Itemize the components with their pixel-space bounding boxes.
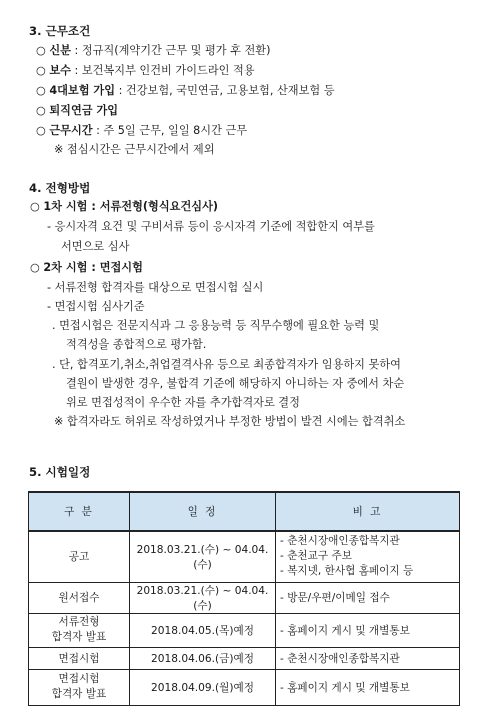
cell-date: 2018.03.21.(수) ~ 04.04.(수) bbox=[130, 582, 276, 613]
condition-item-status: ○ 신분 : 정규직(계약기간 근무 및 평가 후 전환) bbox=[36, 44, 271, 57]
note-line: - 복지넷, 한사협 홈페이지 등 bbox=[280, 565, 414, 578]
condition-label: 근무시간 bbox=[49, 124, 93, 137]
header-note: 비 고 bbox=[276, 492, 460, 531]
cell-date: 2018.04.09.(월)예정 bbox=[130, 669, 276, 705]
table-header-row bbox=[29, 492, 460, 531]
cell-gubun: 원서접수 bbox=[29, 582, 130, 613]
stage1-label: 1차 시험 : 서류전형(형식요건심사) bbox=[43, 200, 218, 213]
condition-text: : 정규직(계약기간 근무 및 평가 후 전환) bbox=[70, 44, 271, 57]
condition-text: : 보건복지부 인건비 가이드라인 적용 bbox=[70, 64, 255, 77]
cell-date: 2018.03.21.(수) ~ 04.04.(수) bbox=[130, 531, 276, 582]
section-5-title: 5. 시험일정 bbox=[29, 465, 91, 479]
cell-gubun bbox=[29, 613, 130, 647]
stage2-line: . 단, 합격포기,취소,취업결격사유 등으로 최종합격자가 임용하지 못하여 bbox=[52, 358, 401, 371]
table-row bbox=[29, 582, 460, 613]
section-4-title: 4. 전형방법 bbox=[29, 181, 91, 195]
stage2-line: . 면접시험은 전문지식과 그 응용능력 등 직무수행에 필요한 능력 및 bbox=[52, 319, 380, 332]
condition-item-pension: ○ 퇴직연금 가입 bbox=[36, 104, 119, 117]
cell-date: 2018.04.05.(목)예정 bbox=[130, 613, 276, 647]
header-date: 일 정 bbox=[130, 492, 276, 531]
cell-gubun: 공고 bbox=[29, 531, 130, 582]
condition-item-hours: ○ 근무시간 : 주 5일 근무, 일일 8시간 근무 bbox=[36, 124, 248, 137]
table-row bbox=[29, 669, 460, 705]
condition-label: 퇴직연금 가입 bbox=[49, 104, 119, 117]
gubun-line: 합격자 발표 bbox=[51, 631, 107, 643]
schedule-table bbox=[28, 491, 460, 706]
table-row bbox=[29, 647, 460, 669]
section-3-title: 3. 근무조건 bbox=[29, 24, 91, 38]
cell-gubun: 면접시험 bbox=[29, 647, 130, 669]
condition-label: 4대보험 가입 bbox=[49, 84, 116, 97]
stage2-heading: ○ 2차 시험 : 면접시험 bbox=[30, 261, 143, 274]
condition-text: : 주 5일 근무, 일일 8시간 근무 bbox=[92, 124, 248, 137]
gubun-line: 합격자 발표 bbox=[51, 688, 107, 700]
cell-note: - 홈페이지 게시 및 개별통보 bbox=[276, 613, 460, 647]
gubun-line: 면접시험 bbox=[58, 673, 100, 685]
stage2-line: 적격성을 종합적으로 평가함. bbox=[66, 338, 207, 351]
stage2-line: - 면접시험 심사기준 bbox=[47, 300, 145, 313]
stage2-label: 2차 시험 : 면접시험 bbox=[43, 261, 143, 274]
note-line: - 춘천시장애인종합복지관 bbox=[280, 535, 400, 548]
condition-item-insurance: ○ 4대보험 가입 : 건강보험, 국민연금, 고용보험, 산재보험 등 bbox=[36, 84, 335, 97]
table-row bbox=[29, 531, 460, 582]
table-row bbox=[29, 613, 460, 647]
stage2-line: - 서류전형 합격자를 대상으로 면접시험 실시 bbox=[47, 281, 264, 294]
stage1-line: - 응시자격 요건 및 구비서류 등이 응시자격 기준에 적합한지 여부를 bbox=[47, 220, 375, 233]
cell-date: 2018.04.06.(금)예정 bbox=[130, 647, 276, 669]
condition-text: : 건강보험, 국민연금, 고용보험, 산재보험 등 bbox=[115, 84, 335, 97]
condition-item-pay: ○ 보수 : 보건복지부 인건비 가이드라인 적용 bbox=[36, 64, 255, 77]
cell-note bbox=[276, 531, 460, 582]
stage1-line: 서면으로 심사 bbox=[61, 240, 130, 253]
gubun-line: 서류전형 bbox=[58, 616, 100, 628]
lunch-note: ※ 점심시간은 근무시간에서 제외 bbox=[54, 143, 215, 156]
condition-label: 신분 bbox=[49, 44, 71, 57]
stage1-heading: ○ 1차 시험 : 서류전형(형식요건심사) bbox=[30, 200, 218, 213]
cell-note: - 춘천시장애인종합복지관 bbox=[276, 647, 460, 669]
condition-label: 보수 bbox=[49, 64, 71, 77]
note-line: - 춘천교구 주보 bbox=[280, 550, 352, 563]
cell-gubun bbox=[29, 669, 130, 705]
cell-note: - 홈페이지 게시 및 개별통보 bbox=[276, 669, 460, 705]
stage2-line: 결원이 발생한 경우, 불합격 기준에 해당하지 아니하는 자 중에서 차순 bbox=[66, 377, 405, 390]
cell-note: - 방문/우편/이메일 접수 bbox=[276, 582, 460, 613]
stage2-note: ※ 합격자라도 허위로 작성하였거나 부정한 방법이 발견 시에는 합격취소 bbox=[54, 415, 406, 428]
stage2-line: 위로 면접성적이 우수한 자를 추가합격자로 결정 bbox=[66, 396, 300, 409]
header-gubun: 구 분 bbox=[29, 492, 130, 531]
